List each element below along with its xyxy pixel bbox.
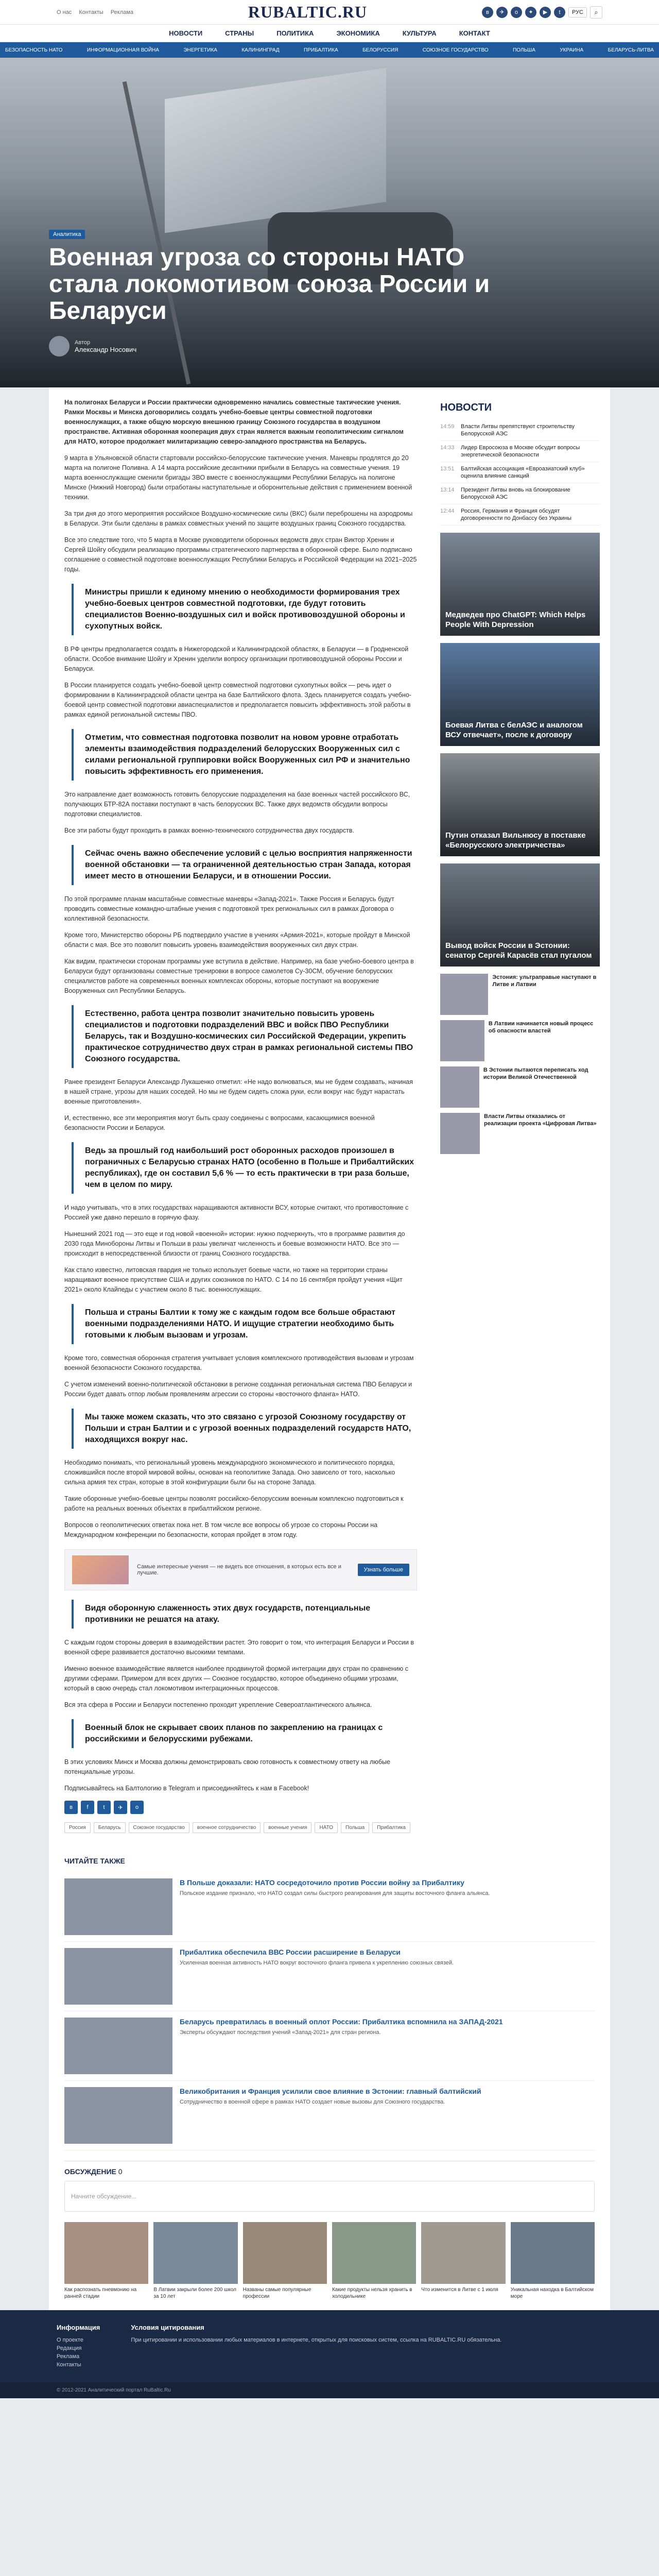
news-item[interactable] — [440, 504, 600, 526]
promo-text[interactable]: Названы самые популярные профессии — [242, 2287, 311, 2299]
tagnav-item[interactable]: ЭНЕРГЕТИКА — [183, 47, 217, 53]
paragraph: Нынешний 2021 год — это еще и год новой «военной» истории: нужно подчеркнуть, что в программе развития до 2030 года Минобороны Литвы и Польши в разы увеличат численность и боевые возможности НАТО. Все это — происходит в непосредственной близости от границ Союзного государства. — [64, 1230, 405, 1257]
mini-text[interactable]: В Латвии начинается новый процесс об опасности властей — [488, 1021, 594, 1034]
news-item[interactable] — [440, 483, 600, 504]
paragraph: В этих условиях Минск и Москва должны демонстрировать свою готовность к совместному ответу на любые потенциальные угрозы. — [64, 1758, 390, 1775]
tagnav-item[interactable]: БЕЗОПАСНОСТЬ НАТО — [5, 47, 63, 53]
footer-info-title: Информация — [57, 2324, 100, 2331]
pull-quote: Ведь за прошлый год наибольший рост оборонных расходов произошел в пограничных с Беларусью странах НАТО (особенно в Польше и Прибалтийских республиках), где он составил 5,6 % — то есть практически в три раза больше, чем в целом по миру. — [72, 1142, 417, 1194]
pull-quote: Естественно, работа центра позволит значительно повысить уровень специалистов и подготовки подразделений ВВС и войск ПВО Республики Беларусь, так и Воздушно-космических сил Российской Федерации, укрепить практическое сотрудничество двух стран в рамках региональной системы ПВО Союзного государства. — [72, 1005, 417, 1068]
promo-text[interactable]: Какие продукты нельзя хранить в холодильнике — [332, 2287, 412, 2299]
news-item[interactable] — [440, 420, 600, 441]
side-card[interactable] — [440, 643, 600, 746]
share-bar — [64, 1801, 417, 1814]
paragraph: И, естественно, все эти мероприятия могут быть сразу соединены с вопросами, касающимися военной безопасности России и Беларуси. — [64, 1114, 375, 1131]
readmore-desc: Польское издание признало, что НАТО создал силы быстрого реагирования для защиты восточного фланга альянса. — [180, 1890, 490, 1896]
tag-item[interactable]: военные учения — [264, 1822, 311, 1833]
footer-terms-title: Условия цитирования — [131, 2324, 204, 2331]
side-card-text[interactable]: Медведев про ChatGPT: Which Helps People With Depression — [445, 611, 586, 629]
top-link-contacts[interactable]: Контакты — [79, 9, 103, 15]
paragraph: С каждым годом стороны доверия в взаимодействии растет. Это говорит о том, что интеграция Беларуси и России в военной сфере развивается достаточно высокими темпами. — [64, 1639, 414, 1656]
mini-image[interactable] — [440, 1066, 479, 1108]
author-name[interactable]: Александр Носович — [75, 345, 137, 353]
news-text[interactable]: Лидер Евросоюза в Москве обсудит вопросы энергетической безопасности — [461, 445, 580, 458]
top-link-about[interactable]: О нас — [57, 9, 72, 15]
ad-text: Самые интересные учения — не видеть все отношения, в которых есть все и лучшие. — [137, 1564, 341, 1576]
tagnav-item[interactable]: БЕЛАРУСЬ-ЛИТВА — [608, 47, 654, 53]
dzen-icon[interactable]: ✦ — [525, 7, 536, 18]
footer-terms-text: При цитировании и использовании любых материалов в интернете, открытых для поисковых систем, ссылка на RUBALTIC.RU обязательна. — [131, 2337, 502, 2343]
search-icon[interactable]: ⌕ — [590, 6, 602, 19]
news-item[interactable] — [440, 462, 600, 483]
tag-item[interactable]: военное сотрудничество — [193, 1822, 261, 1833]
promo-image[interactable] — [64, 2222, 148, 2284]
paragraph: По этой программе планам масштабные совместные маневры «Запад-2021». Также Россия и Беларусь будут проводить совместные командно-штабные учения с подготовкой трех региональных сил в рамках Договора о коллективной безопасности. — [64, 895, 394, 922]
author-avatar[interactable] — [49, 336, 70, 357]
share-tg-icon[interactable]: ✈ — [114, 1801, 127, 1814]
readmore-image[interactable] — [64, 2018, 172, 2074]
tag-nav — [0, 42, 659, 58]
paragraph: Все это следствие того, что 5 марта в Москве руководители оборонных ведомств двух стран Виктор Хренин и Сергей Шойгу обсудили реализацию программы стратегического партнерства в оборонной сфере. Было подписано соглашение о совместной подготовке военнослужащих Республики Беларусь и Российской Федерации на 2021–2025 годы. — [64, 536, 417, 573]
pull-quote: Сейчас очень важно обеспечение условий с целью восприятия напряженности военной обстановки — та ограниченной деятельностью стран Запада, которая имеет место в отношении Беларуси, и в отношении России. — [72, 845, 417, 885]
news-text[interactable]: Россия, Германия и Франция обсудят договоренности по Донбассу без Украины — [461, 508, 571, 521]
readmore-desc: Эксперты обсуждают последствия учений «Запад-2021» для стран региона. — [180, 2029, 381, 2036]
vk-icon[interactable]: в — [482, 7, 493, 18]
promo-image[interactable] — [153, 2222, 237, 2284]
promo-image[interactable] — [511, 2222, 595, 2284]
nav-countries[interactable]: СТРАНЫ — [225, 29, 254, 37]
mini-image[interactable] — [440, 1020, 484, 1061]
tagnav-item[interactable]: ПРИБАЛТИКА — [304, 47, 338, 53]
readmore-title: ЧИТАЙТЕ ТАКЖЕ — [64, 1857, 125, 1865]
readmore-headline[interactable]: Беларусь превратилась в военный оплот России: Прибалтика вспомнила на ЗАПАД-2021 — [180, 2018, 503, 2026]
nav-contact[interactable]: КОНТАКТ — [459, 29, 490, 37]
promo-card[interactable] — [153, 2222, 237, 2300]
readmore-item[interactable] — [64, 2011, 595, 2081]
tag-item[interactable]: Польша — [341, 1822, 369, 1833]
site-logo[interactable]: RUBALTIC.RU — [248, 3, 368, 21]
promo-text[interactable]: В Латвии закрыли более 200 школ за 10 лет — [153, 2287, 236, 2299]
mini-item[interactable] — [440, 1066, 600, 1108]
top-links — [57, 9, 133, 15]
promo-image[interactable] — [421, 2222, 505, 2284]
sidebar — [440, 398, 610, 1159]
paragraph: Как видим, практически сторонам программы уже вступила в действие. Например, на базе учебно-боевого центра в Беларуси будут организованы совместные тренировки в вопросе самолетов Су-30СМ, обучение белорусских специалистов работе на современных военных комплексах обороны, которые поступают на вооружение Вооруженных сил Республики Беларусь. — [64, 958, 414, 994]
paragraph: Ранее президент Беларуси Александр Лукашенко отметил: «Не надо волноваться, мы не будем создавать, начиная в нашей стране, угрозы для наших соседей. Но мы не будем сидеть сложа руки, если вокруг нас будут нарастать военные приготовления». — [64, 1078, 413, 1105]
category-badge[interactable]: Аналитика — [49, 230, 85, 239]
paragraph: Вся эта сфера в России и Беларуси постепенно проходит укрепление Североатлантического альянса. — [64, 1701, 372, 1708]
paragraph: Именно военное взаимодействие является наиболее продвинутой формой интеграции двух стран по сравнению с другими сферами. Примером для всех других — Союзное государство, которое объединено общими угрозами, который в свою очередь стал локомотивом интеграционных процессов. — [64, 1665, 409, 1692]
paragraph: Вопросов о геополитических ответах пока нет. В том числе все вопросы об угрозе со стороны России на Международном конференции по безопасности, которая пройдет в этом году. — [64, 1521, 378, 1538]
footer-link[interactable]: Реклама — [57, 2353, 80, 2360]
news-time: 13:14 — [440, 487, 455, 493]
pull-quote: Польша и страны Балтии к тому же с каждым годом все больше обрастают военными подразделениями НАТО. И ищущие стратегии необходимо быть готовыми к любым вызовам и угрозам. — [72, 1304, 417, 1344]
nav-politics[interactable]: ПОЛИТИКА — [276, 29, 314, 37]
paragraph: В РФ центры предполагается создать в Нижегородской и Калининградской областях, в Беларуси — в Гродненской области. Особое внимание Шойгу и Хренин уделили вопросу организации противовоздушной обороны России и Беларуси. — [64, 646, 409, 672]
promo-card[interactable] — [332, 2222, 416, 2300]
promo-text[interactable]: Уникальная находка в Балтийском море — [510, 2287, 594, 2299]
article-lead: На полигонах Беларуси и России практически одновременно начались совместные тактические учения. Рамки Москвы и Минска договорились создать учебно-боевые центры совместной подготовки военнослужащих, а также общую морскую внешнюю границу Союзного государства в воздушном пространстве. Активная оборонная кооперация двух стран является важным геополитическим сигналом для НАТО, которое продолжает милитаризацию северо-западного пространства на Беларусь. — [64, 399, 404, 445]
tag-item[interactable]: Прибалтика — [372, 1822, 410, 1833]
nav-economy[interactable]: ЭКОНОМИКА — [336, 29, 380, 37]
tagnav-item[interactable]: ИНФОРМАЦИОННАЯ ВОЙНА — [86, 47, 159, 53]
footer-col-info — [57, 2324, 100, 2369]
side-card-text[interactable]: Боевая Литва с белАЭС и аналогом ВСУ отвечает», после к договору — [445, 721, 583, 739]
copyright: © 2012-2021 Аналитический портал RuBaltic.Ru — [0, 2382, 659, 2398]
readmore-image[interactable] — [64, 1878, 172, 1935]
side-card-text[interactable]: Вывод войск России в Эстонии: сенатор Сергей Карасёв стал пугалом — [445, 941, 592, 960]
paragraph: Все эти работы будут проходить в рамках военно-технического сотрудничества двух государств. — [64, 827, 354, 834]
paragraph: В России планируется создать учебно-боевой центр совместной подготовки сухопутных войск — речь идет о формировании в Калининградской области центра на базе Балтийского флота. Здесь планируется создать учебно-боевой центр совместной подготовки авиаспециалистов и предполагается повысить эффективность этой работы в рамках единой региональной системы ПВО. — [64, 682, 411, 718]
inline-ad[interactable] — [64, 1549, 417, 1590]
promo-card[interactable] — [421, 2222, 505, 2300]
news-text[interactable]: Балтийская ассоциация «Евроазиатский клуб» оценила влияние санкций — [461, 466, 585, 479]
footer — [0, 2310, 659, 2382]
paragraph: За три дня до этого мероприятия российское Воздушно-космические силы (ВКС) были переброшены на аэродромы в Беларуси. Эти были сделаны в рамках совместных учений по защите воздушных границ Союзного государства. — [64, 510, 413, 527]
promo-grid — [64, 2222, 595, 2300]
author-label: Автор — [75, 339, 91, 346]
news-item[interactable] — [440, 441, 600, 462]
side-card-text[interactable]: Путин отказал Вильнюсу в поставке «Белорусского электричества» — [445, 831, 586, 850]
promo-card[interactable] — [511, 2222, 595, 2300]
footer-link[interactable]: О проекте — [57, 2337, 83, 2343]
paragraph: Кроме того, Министерство обороны РБ подтвердило участие в учениях «Армия-2021», которые пройдут в Минской области с мая. Все это позволит повысить уровень взаимодействия вооруженных сил двух стран. — [64, 931, 410, 948]
readmore-image[interactable] — [64, 2087, 172, 2144]
mini-item[interactable] — [440, 1020, 600, 1061]
side-card[interactable] — [440, 533, 600, 636]
readmore-desc: Сотрудничество в военной сфере в рамках НАТО создает новые вызовы для Союзного государства. — [180, 2099, 445, 2105]
pull-quote: Мы также можем сказать, что это связано с угрозой Союзному государству от Польши и стран Балтии и с угрозой военных подразделений государств НАТО, находящихся вокруг нас. — [72, 1409, 417, 1449]
news-time: 12:44 — [440, 508, 455, 514]
pull-quote: Министры пришли к единому мнению о необходимости формирования трех учебно-боевых центров совместной подготовки, где будут готовить специалистов Военно-воздушных сил и войск противовоздушной обороны и сухопутных войск. — [72, 584, 417, 635]
paragraph: Как стало известно, литовская гвардия не только использует боевые части, но также на территории страны наращивают военное присутствие США и других союзников по НАТО. С 14 по 16 сентября пройдут учения «Щит 2021» около Клайпеды с участием около 8 тыс. военнослужащих. — [64, 1266, 403, 1293]
readmore-headline[interactable]: Великобритания и Франция усилили свое влияние в Эстонии: главный балтийский — [180, 2087, 481, 2095]
article-tags — [64, 1822, 417, 1833]
side-card[interactable] — [440, 753, 600, 856]
tagnav-item[interactable]: СОЮЗНОЕ ГОСУДАРСТВО — [422, 47, 489, 53]
share-tw-icon[interactable]: t — [97, 1801, 111, 1814]
mini-text[interactable]: Власти Литвы отказались от реализации проекта «Цифровая Литва» — [484, 1113, 597, 1127]
mini-text[interactable]: Эстония: ультраправые наступают в Литве и Латвии — [492, 974, 597, 988]
readmore-item[interactable] — [64, 1872, 595, 1942]
readmore-headline[interactable]: Прибалтика обеспечила ВВС России расширение в Беларуси — [180, 1948, 401, 1956]
readmore-item[interactable] — [64, 1942, 595, 2011]
ad-button[interactable]: Узнать больше — [358, 1564, 409, 1576]
author-block — [49, 336, 502, 357]
ad-image[interactable] — [72, 1555, 129, 1584]
news-text[interactable]: Президент Литвы вновь на блокирование Белорусской АЭС — [461, 487, 570, 500]
paragraph: Это направление дает возможность готовить белорусские подразделения на базе военных частей российского ВС, получающих БТР-82А поставки поступают в часть белорусских ВС. Также двух ведомств обсудили вопросы подготовки специалистов. — [64, 791, 410, 818]
language-select[interactable]: РУС — [568, 7, 587, 18]
side-card[interactable] — [440, 863, 600, 967]
pull-quote: Отметим, что совместная подготовка позволит на новом уровне отработать элементы взаимодействия подразделений белорусских Вооруженных сил с силами региональной группировки войск Вооруженных сил РФ и значительно повысить эффективность его применения. — [72, 729, 417, 781]
readmore-item[interactable] — [64, 2081, 595, 2150]
readmore-desc: Усиленная военная активность НАТО вокруг восточного фланга привела к укреплению союзных связей. — [180, 1960, 454, 1966]
hero-text — [49, 229, 502, 357]
mini-item[interactable] — [440, 974, 600, 1015]
tag-item[interactable]: Беларусь — [94, 1822, 126, 1833]
paragraph: 9 марта в Ульяновской области стартовали российско-белорусские тактические учения. Маневры продлятся до 20 марта на полигоне Поливна. А 14 марта российские десантники прибыли в Беларусь на совместные учения. 19 марта военнослужащие сменили бригады ЗВО вместе с военнослужащими Республики Беларусь на полигоне Минске (Нижний Новгород) были отработаны наступательные и оборонительные действия с применением военной техники. — [64, 454, 412, 501]
ok-icon[interactable]: о — [511, 7, 522, 18]
promo-card[interactable] — [64, 2222, 148, 2300]
comments-count: 0 — [118, 2167, 123, 2176]
main-nav — [0, 25, 659, 42]
nav-news[interactable]: НОВОСТИ — [169, 29, 203, 37]
promo-image[interactable] — [332, 2222, 416, 2284]
subscribe-note[interactable]: Подписывайтесь на Балтологию в Telegram и присоединяйтесь к нам в Facebook! — [64, 1785, 309, 1792]
comments-section — [64, 2161, 595, 2212]
mini-item[interactable] — [440, 1113, 600, 1154]
readmore-headline[interactable]: В Польше доказали: НАТО сосредоточило против России войну за Прибалтику — [180, 1878, 464, 1887]
content-area — [49, 387, 610, 1841]
tagnav-item[interactable]: КАЛИНИНГРАД — [241, 47, 280, 53]
readmore-image[interactable] — [64, 1948, 172, 2005]
paragraph: С учетом изменений военно-политической обстановки в регионе созданная региональная система ПВО Беларуси и России будет давать отпор любым проявлениям агрессии со стороны «восточного фланга» НАТО. — [64, 1381, 412, 1398]
paragraph: Такие оборонные учебно-боевые центры позволят российско-белорусским военным комплексно подготовиться к работе на реальных военных объектах в прибалтийском регионе. — [64, 1495, 404, 1512]
pull-quote: Военный блок не скрывает своих планов по закреплению на границах с российскими и белорусскими рубежами. — [72, 1719, 417, 1748]
footer-col-terms — [131, 2324, 602, 2369]
top-right — [482, 6, 602, 19]
promo-card[interactable] — [243, 2222, 327, 2300]
promo-text[interactable]: Что изменится в Литве с 1 июля — [421, 2287, 498, 2293]
paragraph: Кроме того, совместная оборонная стратегия учитывает условия комплексного противодействия вызовам и угрозам военной безопасности Союзного государства. — [64, 1354, 414, 1371]
article-body — [49, 398, 417, 1841]
news-time: 14:33 — [440, 445, 455, 451]
twitter-icon[interactable]: t — [554, 7, 565, 18]
hero-flag — [165, 68, 386, 233]
share-fb-icon[interactable]: f — [81, 1801, 94, 1814]
tag-item[interactable]: НАТО — [315, 1822, 338, 1833]
pull-quote: Видя оборонную слаженность этих двух государств, потенциальные противники не решатся на атаку. — [72, 1600, 417, 1629]
tagnav-item[interactable]: ПОЛЬША — [513, 47, 535, 53]
mini-text[interactable]: В Эстонии пытаются переписать ход истории Великой Отечественной — [483, 1067, 588, 1080]
paragraph: И надо учитывать, что в этих государствах наращиваются активности ВСУ, которые считают, что противостояние с Россией уже давно перешло в горячую фазу. — [64, 1204, 409, 1221]
share-ok-icon[interactable]: о — [130, 1801, 144, 1814]
comment-input[interactable]: Начните обсуждение... — [64, 2181, 595, 2212]
sidebar-title[interactable]: НОВОСТИ — [440, 402, 492, 413]
tag-item[interactable]: Россия — [64, 1822, 91, 1833]
comments-title: ОБСУЖДЕНИЕ — [64, 2167, 116, 2176]
mini-image[interactable] — [440, 1113, 480, 1154]
youtube-icon[interactable]: ▶ — [540, 7, 551, 18]
article-title: Военная угроза со стороны НАТО стала локомотивом союза России и Беларуси — [49, 244, 490, 325]
telegram-icon[interactable]: ✈ — [496, 7, 508, 18]
footer-link[interactable]: Контакты — [57, 2362, 81, 2368]
news-time: 14:59 — [440, 423, 455, 430]
news-text[interactable]: Власти Литвы препятствуют строительству Белорусской АЭС — [461, 423, 575, 437]
mini-image[interactable] — [440, 974, 488, 1015]
paragraph: Необходимо понимать, что региональный уровень международного экономического и политического порядка, сложившийся после второй мировой войны, основан на геополитике Запада. Оно зависело от того, насколько сильна армия тех стран, которые в этой конфигурации были бы на стороне Запада. — [64, 1459, 395, 1486]
share-vk-icon[interactable]: в — [64, 1801, 78, 1814]
tag-item[interactable]: Союзное государство — [129, 1822, 189, 1833]
hero-banner — [0, 58, 659, 387]
nav-culture[interactable]: КУЛЬТУРА — [402, 29, 437, 37]
tagnav-item[interactable]: УКРАИНА — [560, 47, 584, 53]
top-link-ads[interactable]: Реклама — [110, 9, 133, 15]
lower-section — [49, 1841, 610, 2310]
footer-link[interactable]: Редакция — [57, 2345, 82, 2351]
top-bar — [0, 0, 659, 25]
promo-text[interactable]: Как распознать пневмонию на ранней стадии — [64, 2287, 137, 2299]
promo-image[interactable] — [243, 2222, 327, 2284]
tagnav-item[interactable]: БЕЛОРУССИЯ — [362, 47, 398, 53]
news-time: 13:51 — [440, 466, 455, 472]
